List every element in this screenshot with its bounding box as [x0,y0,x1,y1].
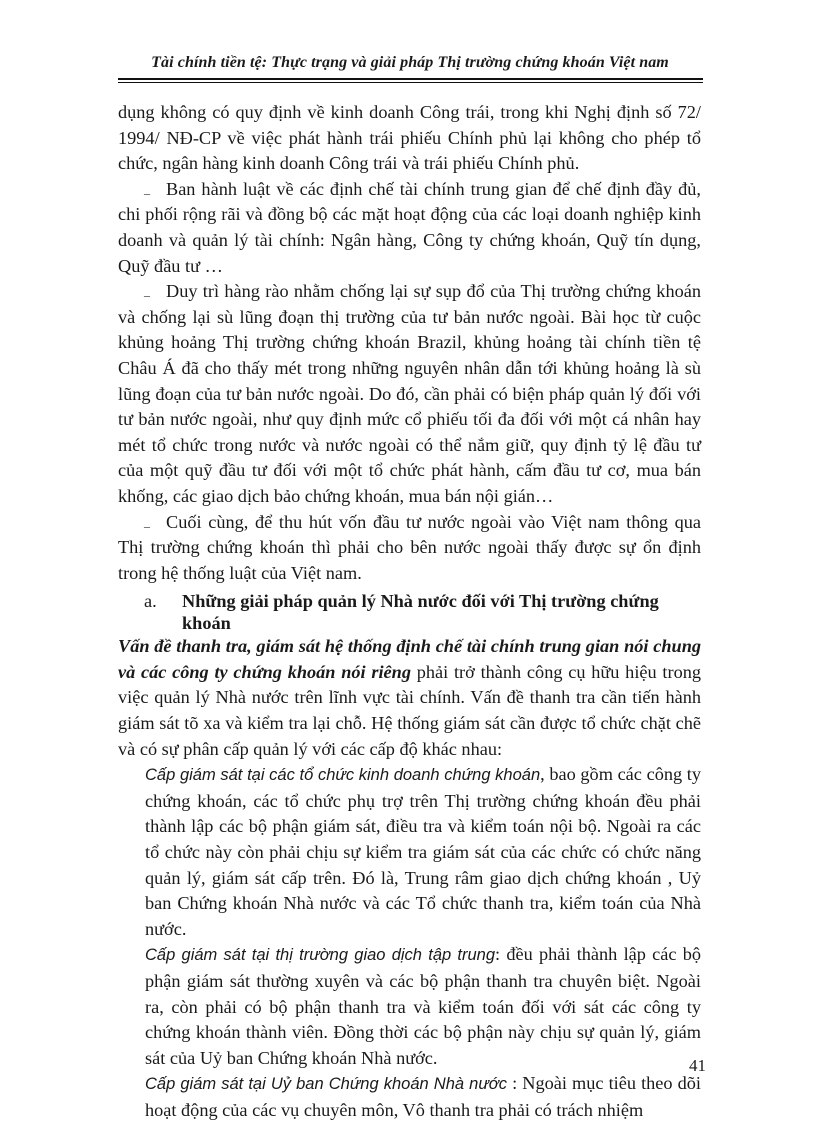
supervision-level [118,1071,701,1123]
page-body [118,100,701,1124]
level-label: Cấp giám sát tại các tổ chức kinh doanh chứng khoán [145,766,541,785]
supervision-level [118,942,701,1071]
bullet-paragraph [118,177,701,279]
section-marker: a. [144,591,157,612]
bullet-text: Ban hành luật về các định chế tài chính trung gian để chế định đầy đủ, chi phối rộng rãi và đồng bộ các mặt hoạt động của các loại doanh nghiệp kinh doanh và quản lý tài chính: Ngân hàng, Công ty chứng khoán, Quỹ tín dụng, Quỹ đầu tư … [118,178,701,276]
level-text: : đều phải thành lập các bộ phận giám sát thường xuyên và các bộ phận thanh tra chuyên biệt. Ngoài ra, còn phải có bộ phận thanh tra và kiểm toán đối với sát các công ty chứng khoán thành viên. Đồng thời các bộ phận này chịu sự quản lý, giám sát của Uỷ ban Chứng khoán Nhà nước. [145,944,701,1068]
intro-lead: Vấn đề thanh tra, giám sát hệ thống định chế tài chính trung gian nói chung và các công ty chứng khoán nói riêng [118,636,701,682]
section-heading [118,590,701,634]
running-header: Tài chính tiền tệ: Thực trạng và giải pháp Thị trường chứng khoán Việt nam [151,54,669,71]
supervision-level [118,762,701,942]
page-number: 41 [689,1056,706,1075]
bullet-text: Cuối cùng, để thu hút vốn đầu tư nước ngoài vào Việt nam thông qua Thị trường chứng khoán thì phải cho bên nước ngoài thấy được sự ổn định trong hệ thống luật của Việt nam. [118,511,701,583]
paragraph: dụng không có quy định về kinh doanh Công trái, trong khi Nghị định số 72/ 1994/ NĐ-CP về việc phát hành trái phiếu Chính phủ lại không cho phép tổ chức, ngân hàng kinh doanh Công trái và trái phiếu Chính phủ. [118,102,701,174]
level-label: Cấp giám sát tại thị trường giao dịch tập trung [145,946,496,965]
bullet-paragraph [118,279,701,509]
level-text: , bao gồm các công ty chứng khoán, các tổ chức phụ trợ trên Thị trường chứng khoán đều phải thành lập các bộ phận giám sát, điều tra và kiểm toán nội bộ. Ngoài ra các tổ chức này còn phải chịu sự kiểm tra giám sát của các chức có chức năng quản lý, giám sát cấp trên. Đó là, Trung râm giao dịch chứng khoán , Uỷ ban Chứng khoán Nhà nước và các Tổ chức thanh tra, kiểm toán của Nhà nước. [145,764,701,939]
header-rule-thin [118,82,703,83]
bullet-dash: _ [144,284,150,299]
intro-paragraph [118,634,701,762]
bullet-paragraph [118,510,701,587]
header-rule [118,78,703,80]
intro-text: phải trở thành công cụ hữu hiệu trong việc quản lý Nhà nước trên lĩnh vực tài chính. Vấn đề thanh tra cần tiến hành giám sát tõ xa và kiểm tra lại chỗ. Hệ thống giám sát cần được tổ chức chặt chẽ và có sự phân cấp quản lý với các cấp độ khác nhau: [118,661,702,759]
level-label: Cấp giám sát tại Uỷ ban Chứng khoán Nhà nước [145,1075,508,1094]
level-text: : Ngoài mục tiêu theo dõi hoạt động của các vụ chuyên môn, Vô thanh tra phải có trách nhiệm [145,1073,701,1120]
bullet-dash: _ [144,514,150,529]
bullet-dash: _ [144,181,150,196]
bullet-text: Duy trì hàng rào nhằm chống lại sự sụp đổ của Thị trường chứng khoán và chống lại sù lũng đoạn thị trường của tư bản nước ngoài. Bài học từ cuộc khủng hoảng Thị trường chứng khoán Brazil, khủng hoảng tài chính tiền tệ Châu Á đã cho thấy mét trong những nguyên nhân dẫn tới khủng hoảng là sù lũng đoạn của tư bản nước ngoài. Do đó, cần phải có biện pháp quản lý đối với tư bản nước ngoài, như quy định mức cổ phiếu tối đa đối với một cá nhân hay mét tổ chức trong nước và nước ngoài có thể nắm giữ, quy định tỷ lệ đầu tư của một quỹ đầu tư đối với một tổ chức phát hành, cấm đầu tư cơ, mua bán khống, các giao dịch bảo chứng khoán, mua bán nội gián… [118,281,701,506]
section-title: Những giải pháp quản lý Nhà nước đối với Thị trường chứng khoán [182,591,659,634]
